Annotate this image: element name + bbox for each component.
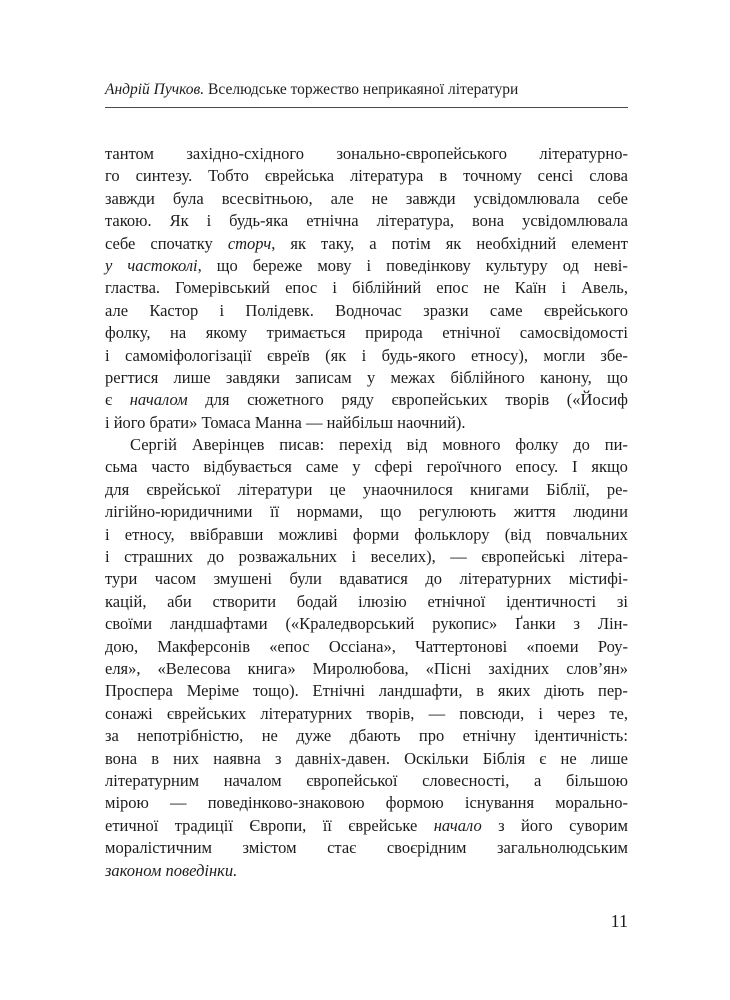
text-line: і страшних до розважальних і веселих), — європейські літера- <box>105 547 628 567</box>
header-author: Андрій Пучков. <box>105 81 205 98</box>
running-header <box>105 80 628 108</box>
text-line: еля», «Велесова книга» Миролюбова, «Пісні західних слов’ян» <box>105 658 628 678</box>
text-line: за непотрібністю, не дуже дбають про етнічну ідентичність: <box>105 726 628 746</box>
text-line: мірою — поведінково-знаковою формою існування морально- <box>105 793 628 813</box>
text-line: завжди була всесвітньою, але не завжди усвідомлювала себе <box>105 188 628 208</box>
header-chapter-title: Вселюдське торжество неприкаяної літератури <box>204 81 519 98</box>
text-line: тури часом змушені були вдаватися до літературних містифі- <box>105 569 628 589</box>
text-line: го синтезу. Тобто єврейська література в точному сенсі слова <box>105 166 628 186</box>
text-line: Проспера Меріме тощо). Етнічні ландшафти, в яких діють пер- <box>105 681 628 701</box>
text-line: гластва. Гомерівський епос і біблійний епос не Каїн і Авель, <box>105 278 628 298</box>
text-line: для єврейської літератури це унаочнилося книгами Біблії, ре- <box>105 479 628 499</box>
text-line: Сергій Аверінцев писав: перехід від мовного фолку до пи- <box>130 435 628 455</box>
body-text <box>105 143 628 882</box>
text-line: сьма часто відбувається саме у сфері героїчного епосу. І якщо <box>105 457 628 477</box>
text-line: тантом західно-східного зонально-європейського літературно- <box>105 144 628 163</box>
text-line: сонажі єврейських літературних творів, — повсюди, і через те, <box>105 703 628 723</box>
text-line: дою, Макферсонів «епос Оссіана», Чаттертонові «поеми Роу- <box>105 636 628 656</box>
text-line: своїми ландшафтами («Краледворський рукопис» Ґанки з Лін- <box>105 614 628 634</box>
text-line: такою. Як і будь-яка етнічна література, вона усвідомлювала <box>105 211 628 231</box>
text-line: але Кастор і Полідевк. Водночас зразки саме єврейського <box>105 300 628 320</box>
text-line: моралістичним змістом стає своєрідним загальнолюдським <box>105 838 628 858</box>
text-line: і самоміфологізації євреїв (як і будь-якого етносу), могли збе- <box>105 345 628 365</box>
text-line: лігійно-юридичними її нормами, що регулюють життя людини <box>105 502 628 522</box>
text-line: етичної традиції Європи, її єврейське начало з його суворим <box>105 815 628 835</box>
text-line: регтися лише завдяки записам у межах біблійного канону, що <box>105 367 628 387</box>
text-line: себе спочатку сторч, як таку, а потім як необхідний елемент <box>105 233 628 253</box>
text-line: є началом для сюжетного ряду європейських творів («Йосиф <box>105 390 628 410</box>
text-line: літературним началом європейської словесності, а більшою <box>105 770 628 790</box>
text-line: і етносу, ввібравши можливі форми фольклору (від повчальних <box>105 524 628 544</box>
text-line: у частоколі, що береже мову і поведінкову культуру од неві- <box>105 255 628 275</box>
text-line: кацій, аби створити бодай ілюзію етнічної ідентичності зі <box>105 591 628 611</box>
page-number: 11 <box>610 911 628 931</box>
text-line: вона в них наявна з давніх-давен. Оскільки Біблія є не лише <box>105 748 628 768</box>
text-line: фолку, на якому тримається природа етнічної самосвідомості <box>105 323 628 343</box>
text-line: законом поведінки. <box>105 860 238 880</box>
text-line: і його брати» Томаса Манна — найбільш наочний). <box>105 412 466 432</box>
